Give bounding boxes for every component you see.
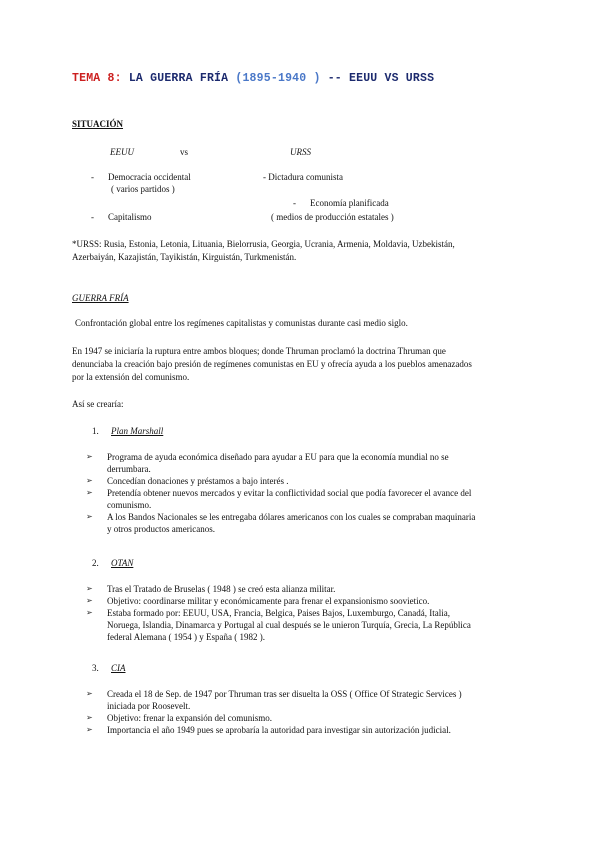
title-main: LA GUERRA FRÍA [128,72,229,85]
bullet-line: y otros productos americanos. [107,524,215,534]
bullet [72,511,532,535]
item-3-bullets [72,688,532,736]
col-right-urss: URSS [290,147,311,157]
row1-right: - Dictadura comunista [263,172,343,182]
item-1-label: Plan Marshall [111,426,164,436]
situacion-heading: SITUACIÓN [72,119,124,129]
paragraph-line-1: En 1947 se iniciaría la ruptura entre ambos bloques; donde Thruman proclamó la doctrina Thruman que [72,346,446,356]
title-tema: TEMA 8: [72,72,122,85]
arrow-bullet-icon: ➢ [86,584,93,593]
bullet-line: A los Bandos Nacionales se les entregaba dólares americanos con los cuales se compraban maquinaria [107,512,476,522]
asi-se-crearia: Así se crearía: [72,399,124,409]
bullet [72,583,532,595]
bullet [72,595,532,607]
arrow-bullet-icon: ➢ [86,488,93,497]
bullet-line: Programa de ayuda económica diseñado para ayudar a EU para que la economía mundial no se [107,452,449,462]
paragraph-line-2: denunciaba la creación bajo presión de regímenes comunistas en EU y ofrecía ayuda a los pueblos amenazados [72,359,472,369]
bullet [72,712,532,724]
item-3-label: CIA [111,663,126,673]
bullet-line: Pretendía obtener nuevos mercados y evitar la conflictividad social que podía favorecer el avance del [107,488,472,498]
bullet-line: Tras el Tratado de Bruselas ( 1948 ) se creó esta alianza militar. [107,584,336,594]
footnote-line-2: Azerbaiyán, Kazajistán, Tayikistán, Kirguistán, Turkmenistán. [72,252,297,262]
bullet-line: iniciada por Roosevelt. [107,701,191,711]
arrow-bullet-icon: ➢ [86,596,93,605]
bullet [72,475,532,487]
row1-left: Democracia occidental [108,172,191,182]
title-sub: EEUU VS URSS [349,72,435,85]
bullet-line: Noruega, Islandia, Dinamarca y Portugal al cual después se le unieron Turquía, Grecia, La República [107,620,471,630]
row3-left: Capitalismo [108,212,152,222]
item-1-number: 1. [92,426,99,436]
bullet-line: Estaba formado por: EEUU, USA, Francia, Belgica, Paises Bajos, Luxemburgo, Canadá, Italia, [107,608,451,618]
row1-left-note: ( varios partidos ) [111,184,175,194]
bullet-line: derrumbara. [107,464,151,474]
bullet-line: Importancia el año 1949 pues se aprobaría la autoridad para investigar sin autorización judicial. [107,725,451,735]
arrow-bullet-icon: ➢ [86,689,93,698]
footnote-line-1: *URSS: Rusia, Estonia, Letonia, Lituania, Bielorrusia, Georgia, Ucrania, Armenia, Moldavia, Uzbekistán, [72,239,455,249]
row2-dash: - [293,198,296,208]
guerra-fria-heading: GUERRA FRÍA [72,293,129,303]
arrow-bullet-icon: ➢ [86,725,93,734]
bullet [72,724,532,736]
row3-right-note: ( medios de producción estatales ) [271,212,394,222]
arrow-bullet-icon: ➢ [86,512,93,521]
row2-right: Economía planificada [310,198,389,208]
item-2-bullets [72,583,532,643]
bullet-line: Objetivo: coordinarse militar y económicamente para frenar el expansionismo soovietico. [107,596,430,606]
bullet [72,451,532,475]
row1-dash: - [91,172,94,182]
bullet [72,607,532,643]
bullet-line: Concedían donaciones y préstamos a bajo interés . [107,476,289,486]
item-1-bullets [72,451,532,535]
bullet-line: Objetivo: frenar la expansión del comunismo. [107,713,272,723]
arrow-bullet-icon: ➢ [86,476,93,485]
arrow-bullet-icon: ➢ [86,608,93,617]
paragraph-line-3: por la extensión del comunismo. [72,372,190,382]
item-2-number: 2. [92,558,99,568]
bullet [72,688,532,712]
title-dash: -- [327,72,342,85]
row3-dash: - [91,212,94,222]
bullet-line: federal Alemana ( 1954 ) y España ( 1982 ). [107,632,265,642]
bullet-line: comunismo. [107,500,152,510]
bullet [72,487,532,511]
item-2-label: OTAN [111,558,134,568]
arrow-bullet-icon: ➢ [86,713,93,722]
guerra-fria-intro: Confrontación global entre los regímenes capitalistas y comunistas durante casi medio siglo. [75,318,408,328]
arrow-bullet-icon: ➢ [86,452,93,461]
item-3-number: 3. [92,663,99,673]
page-title [72,72,434,85]
title-years: (1895-1940 ) [235,72,321,85]
bullet-line: Creada el 18 de Sep. de 1947 por Thruman tras ser disuelta la OSS ( Office Of Strategic Services ) [107,689,462,699]
col-vs: vs [180,147,189,157]
col-left-eeuu: EEUU [110,147,134,157]
